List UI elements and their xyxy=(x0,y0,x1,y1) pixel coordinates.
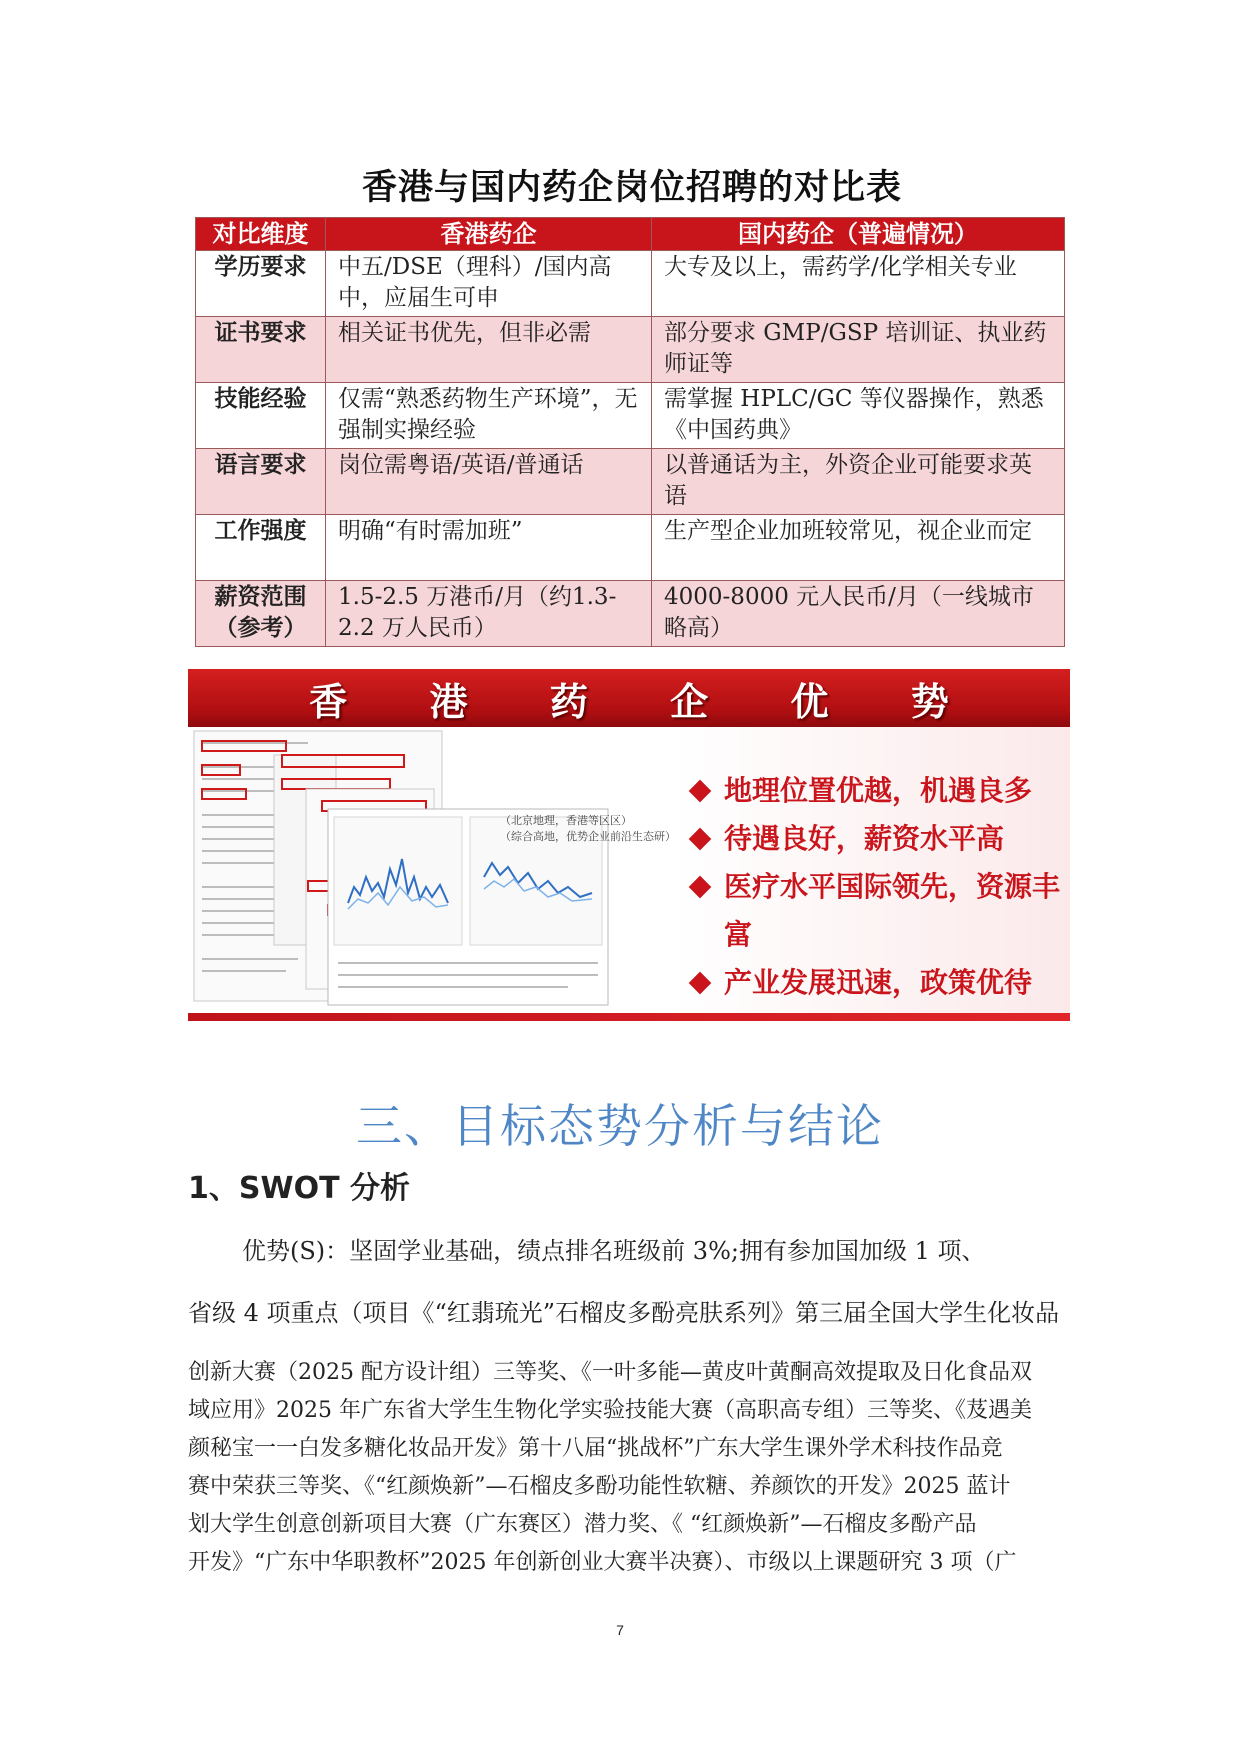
row-mainland: 以普通话为主，外资企业可能要求英语 xyxy=(652,449,1065,515)
row-dimension: 工作强度 xyxy=(196,515,326,581)
banner-bottom-bar xyxy=(188,1013,1070,1021)
paragraph-line: 赛中荣获三等奖、《“红颜焕新”—石榴皮多酚功能性软糖、养颜饮的开发》2025 蓝计 xyxy=(188,1474,1011,1499)
paragraph-line: 优势(S)：坚固学业基础，绩点排名班级前 3%;拥有参加国加级 1 项、 xyxy=(242,1237,986,1265)
table-row xyxy=(196,251,1065,317)
table-row xyxy=(196,449,1065,515)
swot-subheading: 1、SWOT 分析 xyxy=(188,1171,410,1206)
report-collage-image xyxy=(188,727,688,1021)
advantage-label: 产业发展迅速，政策优待 xyxy=(724,966,1033,999)
header-dimension: 对比维度 xyxy=(196,218,326,251)
row-dimension: 学历要求 xyxy=(196,251,326,317)
comparison-table xyxy=(195,217,1065,647)
table-row xyxy=(196,383,1065,449)
row-dimension: 证书要求 xyxy=(196,317,326,383)
row-hongkong: 相关证书优先，但非必需 xyxy=(326,317,652,383)
table-header-row xyxy=(196,218,1065,251)
row-dimension: 薪资范围（参考） xyxy=(196,581,326,647)
banner-title xyxy=(188,669,1070,727)
advantage-item xyxy=(688,863,1068,959)
diamond-bullet-icon xyxy=(689,972,712,995)
advantage-item xyxy=(688,767,1068,815)
advantage-item xyxy=(688,815,1068,863)
paragraph-line: 开发》“广东中华职教杯”2025 年创新创业大赛半决赛）、市级以上课题研究 3 项（广 xyxy=(188,1550,1017,1575)
banner-title-char: 势 xyxy=(910,679,949,724)
diamond-bullet-icon xyxy=(689,876,712,899)
table-row xyxy=(196,317,1065,383)
row-hongkong: 1.5-2.5 万港币/月（约1.3-2.2 万人民币） xyxy=(326,581,652,647)
header-hongkong: 香港药企 xyxy=(326,218,652,251)
table-title: 香港与国内药企岗位招聘的对比表 xyxy=(361,168,902,208)
advantage-label: 待遇良好，薪资水平高 xyxy=(724,822,1005,855)
table-row xyxy=(196,515,1065,581)
banner-title-char: 港 xyxy=(429,679,468,724)
banner-title-char: 药 xyxy=(549,679,588,724)
advantage-label: 医疗水平国际领先，资源丰富 xyxy=(724,870,1061,951)
row-hongkong: 仅需“熟悉药物生产环境”，无强制实操经验 xyxy=(326,383,652,449)
section-heading: 三、目标态势分析与结论 xyxy=(356,1099,884,1153)
row-hongkong: 中五/DSE（理科）/国内高中，应届生可申 xyxy=(326,251,652,317)
paragraph-line: 省级 4 项重点（项目《“红翡琉光”石榴皮多酚亮肤系列》第三届全国大学生化妆品 xyxy=(188,1299,1060,1327)
advantage-label: 地理位置优越，机遇良多 xyxy=(724,774,1033,807)
row-hongkong: 岗位需粤语/英语/普通话 xyxy=(326,449,652,515)
paragraph-line: 颜秘宝一一白发多糖化妆品开发》第十八届“挑战杯”广东大学生课外学术科技作品竞 xyxy=(188,1436,1003,1461)
collage-note: （北京地理，香港等区区） xyxy=(500,814,632,827)
advantage-list xyxy=(688,767,1068,1007)
row-mainland: 4000-8000 元人民币/月（一线城市略高） xyxy=(652,581,1065,647)
paragraph-line: 域应用》2025 年广东省大学生生物化学实验技能大赛（高职高专组）三等奖、《芨遇美 xyxy=(188,1398,1032,1423)
row-dimension: 语言要求 xyxy=(196,449,326,515)
collage-note: （综合高地，优势企业前沿生态研） xyxy=(500,830,676,843)
row-hongkong: 明确“有时需加班” xyxy=(326,515,652,581)
row-mainland: 生产型企业加班较常见，视企业而定 xyxy=(652,515,1065,581)
collage-notes xyxy=(500,813,676,845)
row-mainland: 大专及以上，需药学/化学相关专业 xyxy=(652,251,1065,317)
diamond-bullet-icon xyxy=(689,780,712,803)
diamond-bullet-icon xyxy=(689,828,712,851)
advantage-item xyxy=(688,959,1068,1007)
row-mainland: 部分要求 GMP/GSP 培训证、执业药师证等 xyxy=(652,317,1065,383)
paragraph-line: 创新大赛（2025 配方设计组）三等奖、《一叶多能—黄皮叶黄酮高效提取及日化食品双 xyxy=(188,1360,1032,1385)
page-number: 7 xyxy=(616,1622,624,1638)
advantages-banner xyxy=(188,669,1070,1021)
table-row xyxy=(196,581,1065,647)
paragraph-line: 划大学生创意创新项目大赛（广东赛区）潜力奖、《 “红颜焕新”—石榴皮多酚产品 xyxy=(188,1512,977,1537)
header-mainland: 国内药企（普遍情况） xyxy=(652,218,1065,251)
row-mainland: 需掌握 HPLC/GC 等仪器操作，熟悉《中国药典》 xyxy=(652,383,1065,449)
row-dimension: 技能经验 xyxy=(196,383,326,449)
banner-title-char: 企 xyxy=(670,679,709,724)
banner-title-char: 优 xyxy=(790,679,829,724)
banner-title-char: 香 xyxy=(309,679,348,724)
